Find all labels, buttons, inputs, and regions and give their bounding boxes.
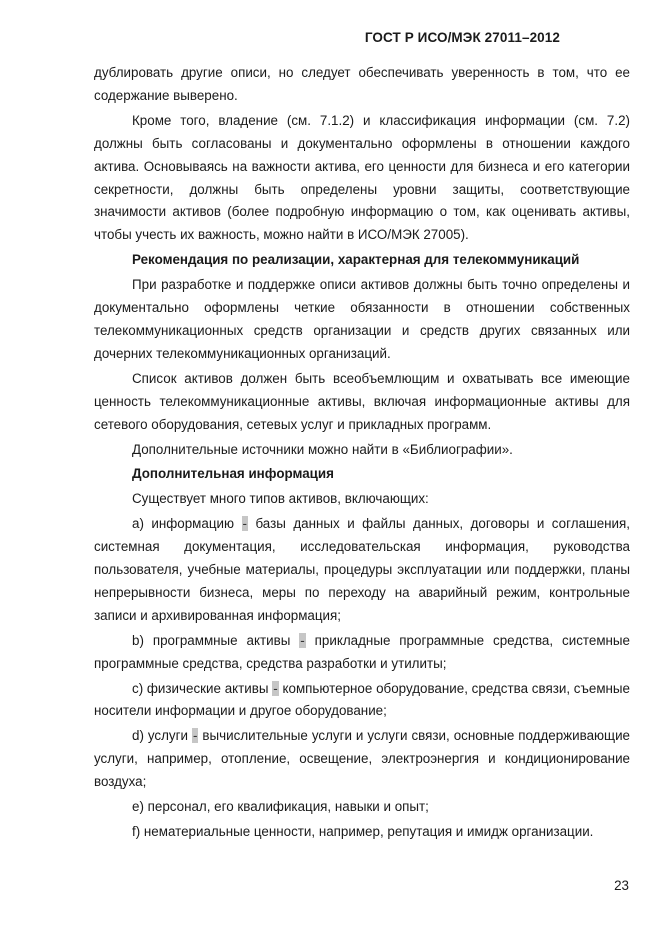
paragraph-ownership: Кроме того, владение (см. 7.1.2) и классификация информации (см. 7.2) должны быть согласованы и документально оформлены в отношении каждого актива. Основываясь на важности актива, его ценности для бизнеса и его категории секретности, должны быть определены уровни защиты, соответствующие значимости активов (более подробную информацию о том, как оценивать активы, чтобы учесть их важность, можно найти в ИСО/МЭК 27005). [94,112,630,243]
list-item-f: f) нематериальные ценности, например, репутация и имидж организации. [132,824,594,839]
list-item-a-dash: - [242,516,247,532]
paragraph-telecom-inventory: При разработке и поддержке описи активов должны быть точно определены и документально оформлены четкие обязанности в отношении собственных телекоммуникационных средств организации и средств других связанных или дочерних телекоммуникационных организаций. [94,277,630,361]
list-item-a-lead: a) информацию [132,516,242,532]
paragraph-asset-types: Существует много типов активов, включающих: [132,491,429,507]
list-item-b-text: прикладные программные средства, системные программные средства, средства разработки и утилиты; [94,632,630,671]
list-item-b-dash: - [300,632,305,648]
list-item-a-text: базы данных и файлы данных, договоры и соглашения, системная документация, исследовательская информация, руководства пользователя, учебные материалы, процедуры эксплуатации или поддержки, планы непрерывности бизнеса, меры по переходу на аварийный режим, контрольные записи и архивированная информация; [94,516,630,623]
list-item-c [94,678,630,724]
heading-telecom-guidance: Рекомендация по реализации, характерная для телекоммуникаций [132,252,580,268]
list-item-a [94,513,630,628]
list-item-b [94,630,630,676]
heading-additional-info: Дополнительная информация [132,466,334,482]
list-item-d-dash: - [192,728,198,744]
page-number: 23 [614,878,629,893]
paragraph-continuation: дублировать другие описи, но следует обеспечивать уверенность в том, что ее содержание выверено. [94,65,630,103]
list-item-c-lead: c) физические активы [132,680,273,696]
list-item-c-text: компьютерное оборудование, средства связи, съемные носители информации и другое оборудование; [94,680,630,719]
list-item-d [94,725,630,794]
list-item-c-dash: - [273,680,278,696]
list-item-e: e) персонал, его квалификация, навыки и опыт; [132,799,429,815]
standard-header: ГОСТ Р ИСО/МЭК 27011–2012 [364,30,560,45]
page-body [94,62,630,844]
paragraph-asset-list: Список активов должен быть всеобъемлющим и охватывать все имеющие ценность телекоммуникационные активы, включая информационные активы для сетевого оборудования, сетевых услуг и прикладных программ. [94,370,630,432]
list-item-d-lead: d) услуги [132,728,192,744]
list-item-d-text: вычислительные услуги и услуги связи, основные поддерживающие услуги, например, отопление, освещение, электроэнергия и кондиционирование воздуха; [94,728,630,790]
paragraph-sources: Дополнительные источники можно найти в «Библиографии». [132,441,513,457]
list-item-b-lead: b) программные активы [132,632,300,648]
